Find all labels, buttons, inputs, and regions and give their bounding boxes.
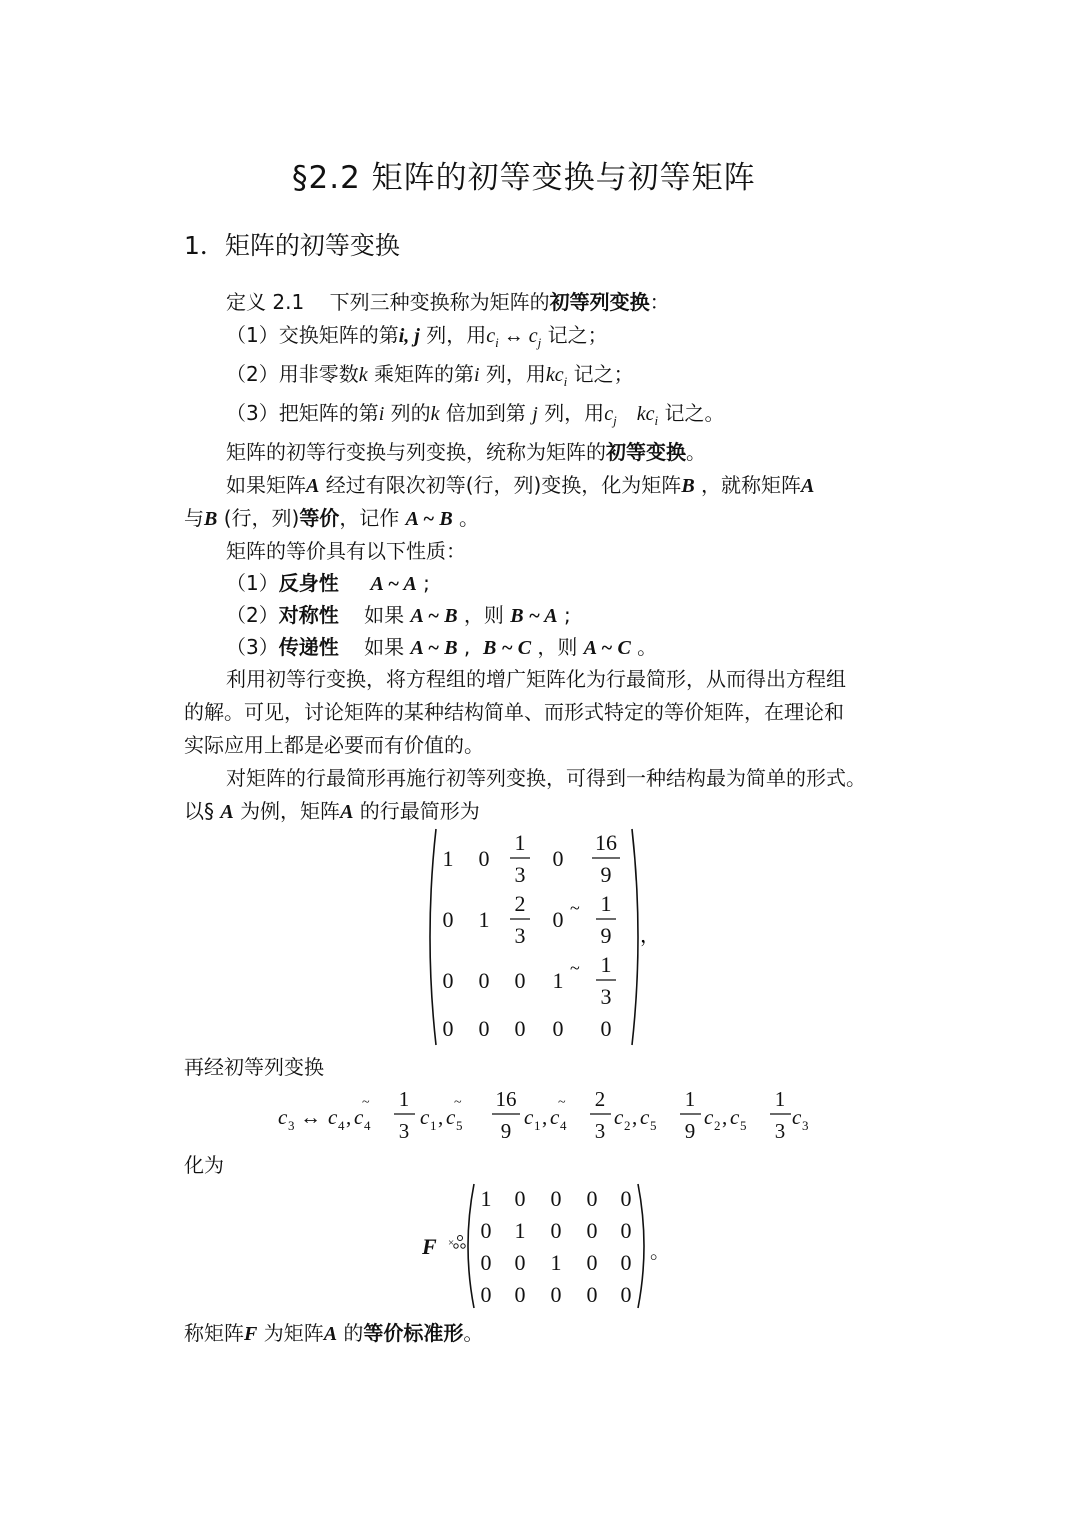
tilde: ~ <box>558 1095 566 1110</box>
paragraph-row-echelon-l1: 利用初等行变换，将方程组的增广矩阵化为行最简形，从而得出方程组 <box>226 667 846 691</box>
matrix1-tilde: ~ <box>570 958 580 978</box>
property-symmetric: （2）对称性 如果 A ~ B ，则 B ~ A ; <box>226 603 571 627</box>
matrix1-cell: 0 <box>442 1016 454 1041</box>
matrix2-cell: 0 <box>514 1282 526 1307</box>
svg-text:3: 3 <box>398 1119 410 1143</box>
var-A: A <box>220 801 234 823</box>
paragraph-row-echelon-l3: 实际应用上都是必要而有价值的。 <box>184 733 484 757</box>
matrix2-cell: 0 <box>480 1282 492 1307</box>
matrix1-right-paren <box>632 829 638 1045</box>
final-sentence <box>184 1318 483 1349</box>
svg-text:3: 3 <box>802 1118 809 1133</box>
matrix1-numerator: 1 <box>600 952 612 977</box>
svg-text:4: 4 <box>364 1118 371 1133</box>
svg-text:c: c <box>524 1105 534 1129</box>
prop2-if: 如果 <box>364 603 405 627</box>
matrix1-cell: 0 <box>552 907 564 932</box>
final-end: 。 <box>463 1321 484 1345</box>
svg-text:c: c <box>278 1105 288 1129</box>
svg-text:9: 9 <box>684 1119 696 1143</box>
matrix1-cell: 0 <box>442 907 454 932</box>
svg-text:c: c <box>328 1105 338 1129</box>
var-j: j <box>532 403 538 425</box>
paragraph-column-transform-l2 <box>184 796 480 827</box>
matrix1-cell: 0 <box>442 968 454 993</box>
matrix2-left-paren <box>468 1184 474 1308</box>
svg-text:c: c <box>420 1105 430 1129</box>
paragraph-further-transform: 再经初等列变换 <box>184 1055 324 1079</box>
var-F: F <box>244 1323 258 1345</box>
svg-text:4: 4 <box>338 1118 345 1133</box>
item3-expr: $c_j$ $kc_i$ <box>604 403 659 428</box>
paragraph-column-transform-l1: 对矩阵的行最简形再施行初等列变换，可得到一种结构最为简单的形式。 <box>226 766 866 790</box>
para1-end: 。 <box>686 440 706 464</box>
svg-text:16: 16 <box>495 1087 517 1111</box>
var-A: A <box>323 1323 338 1345</box>
para4-b: 为例，矩阵 <box>240 799 341 823</box>
prop2-label: （2） <box>226 603 279 627</box>
prop2-expr2: B ~ A <box>510 605 558 627</box>
svg-text:1: 1 <box>684 1087 696 1111</box>
paragraph-row-echelon-l2: 的解。可见，讨论矩阵的某种结构简单、而形式特定的等价矩阵，在理论和 <box>184 700 844 724</box>
item2-post: 记之； <box>573 362 634 386</box>
prop3-label: （3） <box>226 635 279 659</box>
prop2-name: 对称性 <box>278 603 339 627</box>
item2-pre: （2）用非零数 <box>226 362 359 386</box>
matrix1-denominator: 9 <box>600 923 612 948</box>
svg-text:,: , <box>542 1105 548 1129</box>
svg-text:2: 2 <box>624 1118 631 1133</box>
matrix1-numerator: 1 <box>514 830 526 855</box>
svg-text:9: 9 <box>500 1119 512 1143</box>
item3-mid1: 列的 <box>390 401 431 425</box>
svg-text:3: 3 <box>288 1118 295 1133</box>
matrix1-denominator: 3 <box>600 984 612 1009</box>
matrix1-cell: 1 <box>442 846 454 871</box>
prop2-expr1: A ~ B <box>410 605 458 627</box>
prop3-then: ，则 <box>537 635 578 659</box>
item3-post: 记之。 <box>664 401 725 425</box>
svg-text:1: 1 <box>534 1118 541 1133</box>
item2-expr: $kc_i$ <box>545 364 568 389</box>
matrix1-numerator: 2 <box>514 891 526 916</box>
svg-text:c: c <box>354 1105 364 1129</box>
svg-text:↔: ↔ <box>300 1105 321 1129</box>
item1-pre: （1）交换矩阵的第 <box>226 323 399 347</box>
svg-text:5: 5 <box>740 1118 747 1133</box>
var-i: i <box>378 403 385 425</box>
tilde: ~ <box>362 1095 370 1110</box>
matrix2-cell: 0 <box>480 1250 492 1275</box>
paragraph-elementary-transform <box>226 437 706 467</box>
final-c: 的 <box>343 1321 364 1345</box>
matrix2-cell: 0 <box>620 1250 632 1275</box>
matrix2-cell: 0 <box>586 1186 598 1211</box>
item1-expr: $c_i$ ↔ $c_j$ <box>486 325 542 350</box>
definition-term: 初等列变换 <box>549 290 650 314</box>
prop2-then: ，则 <box>463 603 504 627</box>
para2-term: 等价 <box>299 506 340 530</box>
definition-item-1 <box>226 320 608 358</box>
svg-text:2: 2 <box>594 1087 606 1111</box>
svg-text:c: c <box>704 1105 714 1129</box>
matrix1-cell: 0 <box>514 968 526 993</box>
property-reflexive: （1）反身性 A ~ A ; <box>226 571 430 595</box>
matrix2-cell: 0 <box>620 1282 632 1307</box>
paragraph-becomes: 化为 <box>184 1153 224 1177</box>
prop1-name: 反身性 <box>278 571 339 595</box>
final-term: 等价标准形 <box>363 1321 464 1345</box>
definition-item-2 <box>226 359 634 397</box>
matrix2-cell: 1 <box>514 1218 526 1243</box>
item3-mid2: 倍加到第 <box>445 401 526 425</box>
para1-text: 矩阵的初等行变换与列变换，统称为矩阵的 <box>226 440 606 464</box>
item1-mid: 列，用 <box>426 323 487 347</box>
matrix2-cell: 0 <box>620 1218 632 1243</box>
tilde: ~ <box>454 1095 462 1110</box>
paragraph-equivalence-line1 <box>226 470 814 501</box>
matrix2-end: 。 <box>650 1241 670 1263</box>
item3-pre: （3）把矩阵的第 <box>226 401 379 425</box>
column-operations-formula <box>270 1080 830 1150</box>
matrix1-left-paren <box>430 829 436 1045</box>
equiv-expr: A ~ B <box>405 508 453 530</box>
item2-mid2: 列，用 <box>485 362 546 386</box>
section-heading: 1．矩阵的初等变换 <box>184 231 400 260</box>
svg-text:5: 5 <box>650 1118 657 1133</box>
matrix1-cell: 0 <box>514 1016 526 1041</box>
svg-text:3: 3 <box>774 1119 786 1143</box>
prop1-expr: A ~ A <box>370 573 417 595</box>
para4-a: 以§ <box>184 799 214 823</box>
var-k: k <box>430 403 440 425</box>
svg-text:c: c <box>640 1105 650 1129</box>
properties-intro: 矩阵的等价具有以下性质： <box>226 539 466 563</box>
property-transitive: （3）传递性 如果 A ~ B , B ~ C ，则 A ~ C 。 <box>226 635 658 659</box>
matrix2-cell: 0 <box>550 1186 562 1211</box>
matrix2-cell: 0 <box>550 1218 562 1243</box>
matrix1-cell: 0 <box>552 1016 564 1041</box>
var-A: A <box>340 801 354 823</box>
var-F: F <box>422 1234 437 1259</box>
para2-e: (行，列) <box>223 506 300 530</box>
svg-text:c: c <box>550 1105 560 1129</box>
matrix1-cell: 0 <box>478 1016 490 1041</box>
svg-text:1: 1 <box>398 1087 410 1111</box>
matrix1-cell: 1 <box>478 907 490 932</box>
prop1-label: （1） <box>226 571 279 595</box>
var-i: i <box>473 364 480 386</box>
definition-label: 定义 2.1 <box>226 290 305 314</box>
svg-text:,: , <box>722 1105 728 1129</box>
svg-text:1: 1 <box>774 1087 786 1111</box>
prop3-expr3: A ~ C <box>583 637 631 659</box>
var-A: A <box>801 475 815 497</box>
matrix2-cell: 0 <box>586 1282 598 1307</box>
matrix1-denominator: 3 <box>514 862 526 887</box>
svg-text:1: 1 <box>430 1118 437 1133</box>
matrix2-cell: 1 <box>550 1250 562 1275</box>
svg-text:,: , <box>346 1105 352 1129</box>
section-title: §2.2 矩阵的初等变换与初等矩阵 <box>292 160 756 196</box>
item1-vars: i, j <box>398 325 420 347</box>
var-k: k <box>358 364 368 386</box>
svg-text:c: c <box>730 1105 740 1129</box>
var-B: B <box>204 508 218 530</box>
svg-text:c: c <box>792 1105 802 1129</box>
svg-text:c: c <box>446 1105 456 1129</box>
para2-c: ，就称矩阵 <box>701 473 802 497</box>
prop3-name: 传递性 <box>278 635 339 659</box>
para2-d: 与 <box>184 506 204 530</box>
prop3-if: 如果 <box>364 635 405 659</box>
matrix1-tilde: ~ <box>570 898 580 918</box>
matrix2-cell: 0 <box>514 1186 526 1211</box>
item2-mid1: 乘矩阵的第 <box>373 362 474 386</box>
matrix2-cell: 0 <box>620 1186 632 1211</box>
matrix2-cell: 1 <box>480 1186 492 1211</box>
definition-item-3 <box>226 398 724 436</box>
matrix2-right-paren <box>638 1184 644 1308</box>
para2-a: 如果矩阵 <box>226 473 306 497</box>
var-A: A <box>306 475 320 497</box>
definition-colon: ： <box>649 290 670 314</box>
matrix1-cell: 0 <box>478 968 490 993</box>
para2-f: ，记作 <box>339 506 400 530</box>
svg-text:2: 2 <box>714 1118 721 1133</box>
standard-form-matrix <box>410 1178 670 1314</box>
final-a: 称矩阵 <box>184 1321 244 1345</box>
definition-line <box>226 287 670 317</box>
svg-text:3: 3 <box>594 1119 606 1143</box>
matrix2-cell: 0 <box>514 1250 526 1275</box>
matrix1-comma: ， <box>640 925 660 947</box>
matrix1-cell: 0 <box>600 1016 612 1041</box>
svg-text:,: , <box>438 1105 444 1129</box>
matrix2-cell: 0 <box>480 1218 492 1243</box>
item1-post: 记之； <box>547 323 608 347</box>
matrix2-cell: 0 <box>586 1218 598 1243</box>
svg-text:4: 4 <box>560 1118 567 1133</box>
matrix2-cell: 0 <box>586 1250 598 1275</box>
prop3-expr1: A ~ B <box>410 637 458 659</box>
final-b: 为矩阵 <box>263 1321 324 1345</box>
matrix1-cell: 0 <box>478 846 490 871</box>
var-B: B <box>681 475 695 497</box>
matrix1-numerator: 1 <box>600 891 612 916</box>
definition-text: 下列三种变换称为矩阵的 <box>329 290 550 314</box>
svg-text:c: c <box>614 1105 624 1129</box>
matrix1-denominator: 3 <box>514 923 526 948</box>
item3-mid3: 列，用 <box>544 401 605 425</box>
prop3-expr2: B ~ C <box>482 637 532 659</box>
matrix1-numerator: 16 <box>595 830 617 855</box>
matrix1-denominator: 9 <box>600 862 612 887</box>
matrix1-cell: 1 <box>552 968 564 993</box>
para4-c: 的行最简形为 <box>359 799 480 823</box>
paragraph-equivalence-line2 <box>184 503 479 534</box>
matrix2-cell: 0 <box>550 1282 562 1307</box>
para2-b: 经过有限次初等(行，列)变换，化为矩阵 <box>325 473 682 497</box>
matrix1-cell: 0 <box>552 846 564 871</box>
svg-text:×: × <box>448 1237 455 1249</box>
row-echelon-matrix <box>420 824 660 1050</box>
para2-end: 。 <box>459 506 480 530</box>
svg-text:5: 5 <box>456 1118 463 1133</box>
svg-text:,: , <box>632 1105 638 1129</box>
para1-term: 初等变换 <box>606 440 686 464</box>
